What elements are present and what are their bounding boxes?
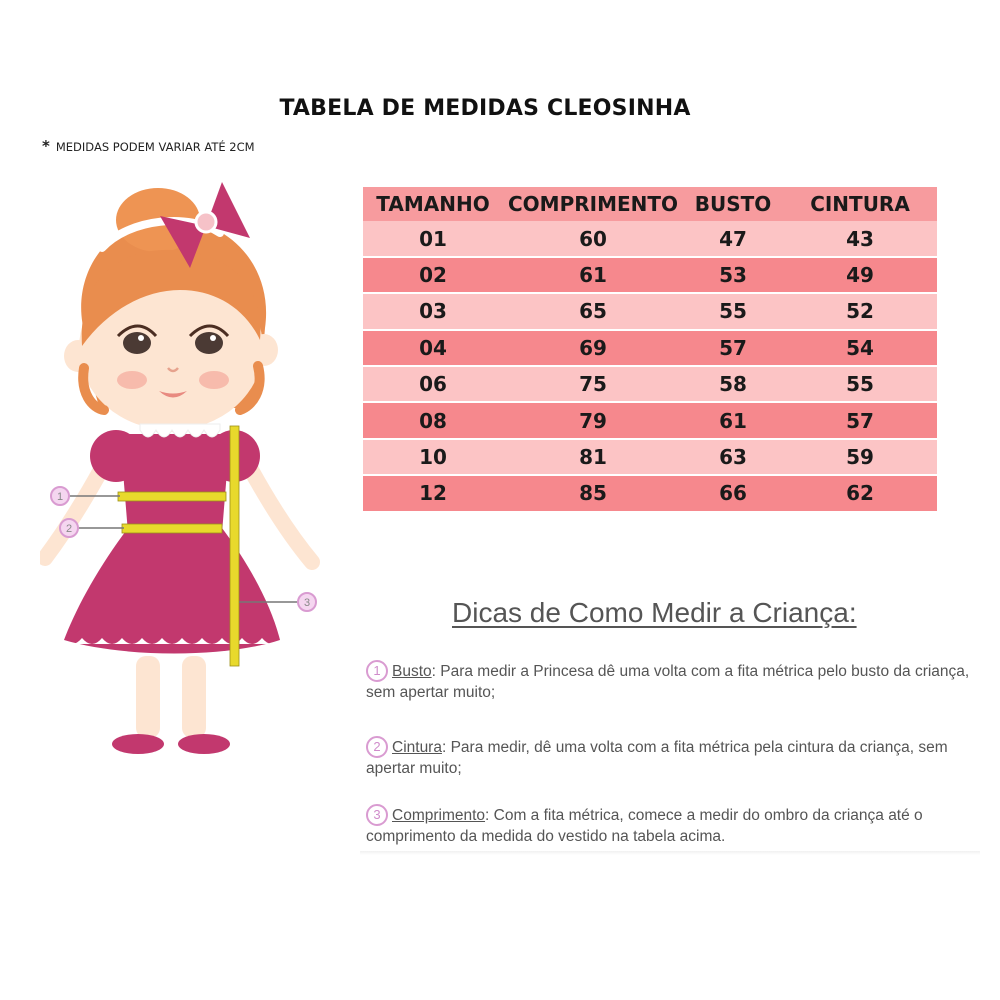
number-2-icon: 2 (366, 736, 388, 758)
cell-cintura: 49 (783, 257, 937, 293)
cell-tamanho: 02 (363, 257, 503, 293)
cell-comprimento: 60 (579, 226, 607, 251)
cell-busto: 47 (719, 226, 747, 251)
tip-text: : Para medir, dê uma volta com a fita métrica pela cintura da criança, sem apertar muito; (366, 739, 948, 777)
cell-tamanho: 12 (363, 475, 503, 510)
cell-tamanho: 03 (363, 293, 503, 329)
dress-bodice (120, 434, 230, 533)
table-row (363, 439, 937, 475)
cell-comprimento: 61 (503, 257, 683, 293)
table-row (363, 221, 937, 256)
table-row (363, 402, 937, 438)
tip-comprimento (366, 804, 986, 847)
left-cheek (117, 371, 147, 389)
cell-busto: 53 (683, 257, 783, 293)
tip-cintura (366, 736, 986, 779)
cell-comprimento: 65 (503, 293, 683, 329)
left-shoe (112, 734, 164, 754)
right-ear (250, 334, 278, 366)
cell-tamanho: 01 (419, 226, 447, 251)
header-comprimento: COMPRIMENTO (507, 192, 679, 217)
cell-comprimento: 69 (503, 330, 683, 366)
right-leg (182, 656, 206, 738)
cell-comprimento: 75 (503, 366, 683, 402)
cell-comprimento: 85 (503, 475, 683, 510)
cell-tamanho: 06 (363, 366, 503, 402)
measurement-note (42, 137, 255, 155)
table-row (363, 257, 937, 293)
marker-1-label: 1 (56, 491, 64, 503)
tip-busto (366, 660, 986, 703)
right-cheek (199, 371, 229, 389)
bust-tape (118, 492, 226, 501)
tip-term: Cintura (392, 739, 442, 756)
note-text: MEDIDAS PODEM VARIAR ATÉ 2CM (55, 140, 255, 154)
header-cintura: CINTURA (810, 192, 910, 217)
number-3-icon: 3 (366, 804, 388, 826)
cell-comprimento: 81 (503, 439, 683, 475)
cell-comprimento: 79 (503, 402, 683, 438)
cell-busto: 61 (683, 402, 783, 438)
dress-skirt (64, 528, 280, 654)
header-busto: BUSTO (694, 192, 772, 217)
cell-busto: 55 (683, 293, 783, 329)
right-eye-shine (210, 335, 216, 341)
table-row (363, 293, 937, 329)
right-arm (250, 468, 312, 562)
note-asterisk: * (42, 137, 50, 155)
cell-cintura: 52 (783, 293, 937, 329)
table-row (363, 330, 937, 366)
table-row (363, 366, 937, 402)
cell-cintura: 62 (783, 475, 937, 510)
length-tape (230, 426, 239, 666)
size-table (363, 187, 937, 511)
cell-tamanho: 08 (363, 402, 503, 438)
tip-text: : Para medir a Princesa dê uma volta com a fita métrica pelo busto da criança, sem apertar muito; (366, 663, 970, 701)
cell-busto: 58 (683, 366, 783, 402)
waist-tape (122, 524, 222, 533)
left-eye (123, 332, 151, 354)
tip-text: : Com a fita métrica, comece a medir do ombro da criança até o comprimento da medida do vestido na tabela acima. (366, 807, 923, 845)
cell-cintura: 57 (783, 402, 937, 438)
cell-busto: 63 (683, 439, 783, 475)
table-header-row (363, 187, 937, 221)
tips-shadow (360, 851, 980, 855)
cell-tamanho: 10 (363, 439, 503, 475)
bow-center (196, 212, 216, 232)
girl-illustration (40, 178, 330, 768)
cell-cintura: 55 (783, 366, 937, 402)
cell-busto: 57 (683, 330, 783, 366)
left-arm (45, 468, 102, 558)
tip-term: Busto (392, 663, 432, 680)
cell-tamanho: 04 (363, 330, 503, 366)
left-leg (136, 656, 160, 738)
number-1-icon: 1 (366, 660, 388, 682)
table-row (363, 475, 937, 510)
right-eye (195, 332, 223, 354)
marker-2-label: 2 (65, 523, 73, 535)
header-tamanho: TAMANHO (376, 192, 490, 217)
right-shoe (178, 734, 230, 754)
marker-3-label: 3 (303, 597, 311, 609)
left-eye-shine (138, 335, 144, 341)
page-title: TABELA DE MEDIDAS CLEOSINHA (279, 96, 691, 121)
cell-cintura: 54 (783, 330, 937, 366)
cell-busto: 66 (683, 475, 783, 510)
cell-cintura: 59 (783, 439, 937, 475)
tip-term: Comprimento (392, 807, 486, 824)
tips-title: Dicas de Como Medir a Criança: (452, 597, 857, 628)
collar (140, 424, 220, 437)
cell-cintura: 43 (846, 226, 874, 251)
